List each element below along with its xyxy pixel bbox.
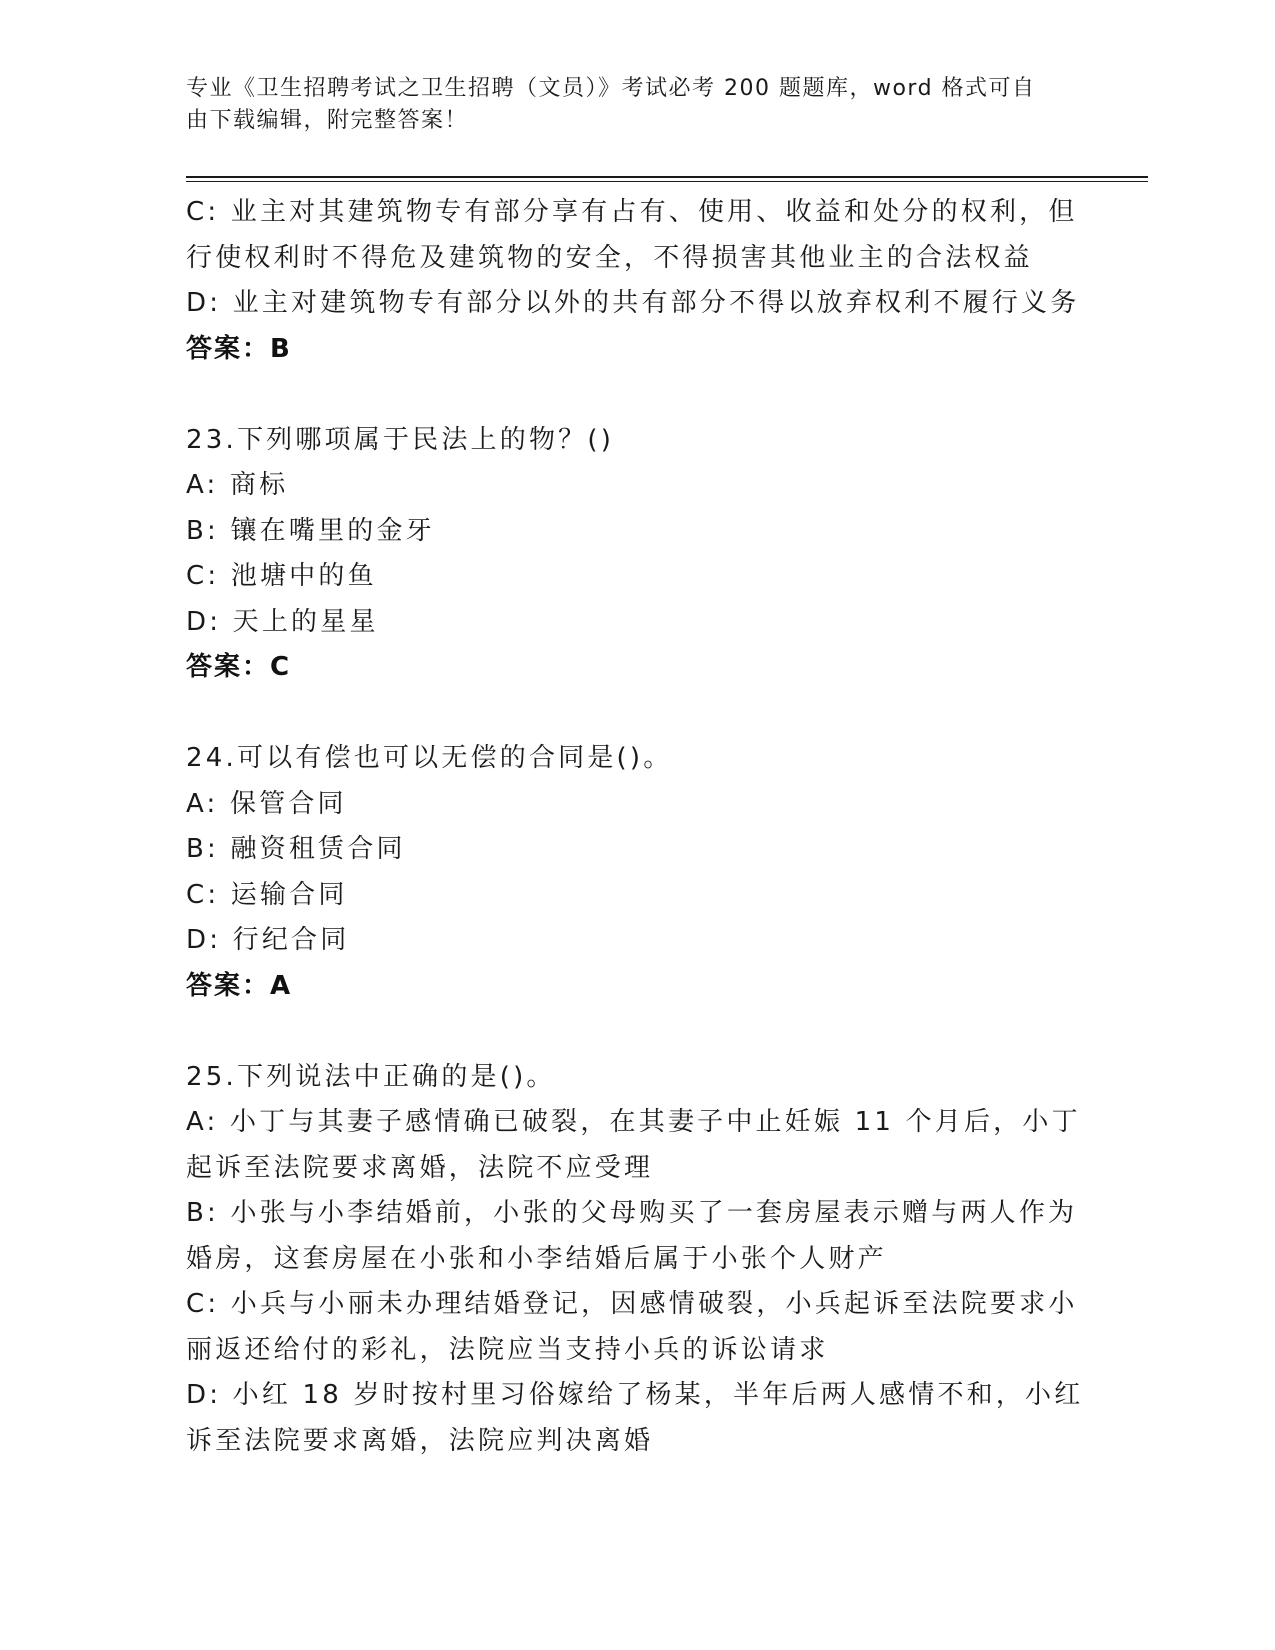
question-23 xyxy=(186,418,1066,691)
option-c: C: 运输合同 xyxy=(186,879,348,910)
question-stem: 25.下列说法中正确的是()。 xyxy=(186,1061,556,1092)
question-24 xyxy=(186,736,1066,1009)
option-b: B: 融资租赁合同 xyxy=(186,834,406,864)
answer: 答案：C xyxy=(186,652,292,682)
answer: 答案：B xyxy=(186,333,292,364)
option-a: A: 保管合同 xyxy=(186,788,347,819)
option-a-line-1: A: 小丁与其妻子感情确已破裂，在其妻子中止妊娠 11 个月后，小丁 xyxy=(186,1107,1081,1137)
spacer xyxy=(186,691,1066,737)
spacer xyxy=(186,372,1066,418)
header-line-1: 专业《卫生招聘考试之卫生招聘（文员）》考试必考 200 题题库，word 格式可自 xyxy=(186,76,1036,101)
document-header xyxy=(186,73,1066,137)
option-c-line-2: 丽返还给付的彩礼，法院应当支持小兵的诉讼请求 xyxy=(186,1334,829,1365)
spacer xyxy=(186,1009,1066,1055)
option-d: D: 天上的星星 xyxy=(186,606,379,637)
option-d: D: 行纪合同 xyxy=(186,925,350,955)
option-d: D: 业主对建筑物专有部分以外的共有部分不得以放弃权利不履行义务 xyxy=(186,288,1080,318)
option-b-line-2: 婚房，这套房屋在小张和小李结婚后属于小张个人财产 xyxy=(186,1243,887,1274)
header-divider-thick xyxy=(186,176,1148,178)
option-c-line-1: C: 业主对其建筑物专有部分享有占有、使用、收益和处分的权利，但 xyxy=(186,197,1078,227)
header-divider-thin xyxy=(186,181,1148,182)
option-b: B: 镶在嘴里的金牙 xyxy=(186,515,435,546)
option-a: A: 商标 xyxy=(186,470,289,500)
question-stem: 24.可以有偿也可以无偿的合同是()。 xyxy=(186,743,673,773)
answer: 答案：A xyxy=(186,970,293,1001)
option-a-line-2: 起诉至法院要求离婚，法院不应受理 xyxy=(186,1152,654,1183)
option-d-line-2: 诉至法院要求离婚，法院应判决离婚 xyxy=(186,1425,654,1456)
option-b-line-1: B: 小张与小李结婚前，小张的父母购买了一套房屋表示赠与两人作为 xyxy=(186,1198,1078,1228)
question-22-tail xyxy=(186,190,1080,372)
question-content xyxy=(186,190,1084,1464)
header-line-2: 由下载编辑，附完整答案！ xyxy=(186,108,469,133)
option-d-line-1: D: 小红 18 岁时按村里习俗嫁给了杨某，半年后两人感情不和，小红 xyxy=(186,1380,1084,1410)
option-c: C: 池塘中的鱼 xyxy=(186,561,377,591)
option-c-line-1: C: 小兵与小丽未办理结婚登记，因感情破裂，小兵起诉至法院要求小 xyxy=(186,1289,1078,1319)
question-stem: 23.下列哪项属于民法上的物？() xyxy=(186,424,615,455)
question-25 xyxy=(186,1055,1084,1465)
option-c-line-2: 行使权利时不得危及建筑物的安全，不得损害其他业主的合法权益 xyxy=(186,242,1033,273)
